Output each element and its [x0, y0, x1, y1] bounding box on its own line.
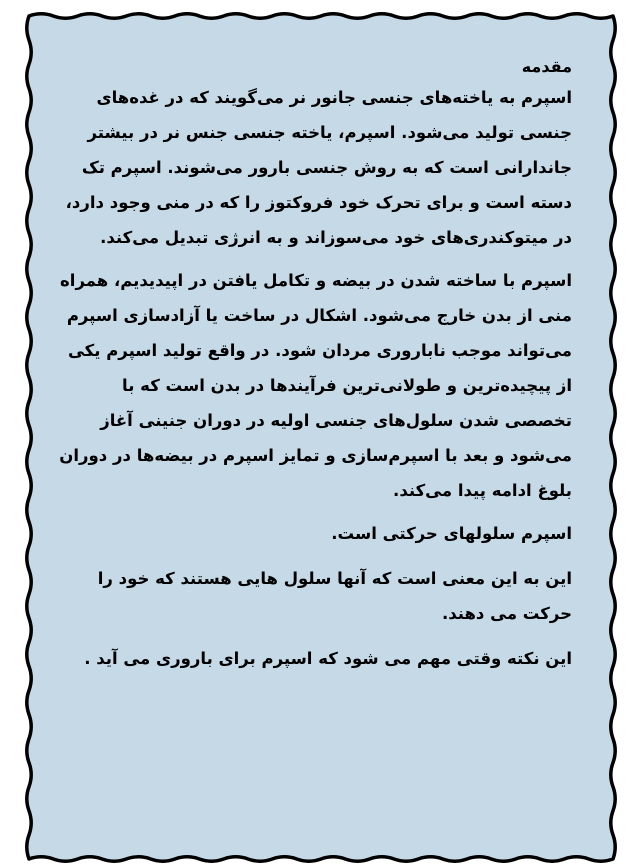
paragraph-production: اسپرم با ساخته شدن در بیضه و تکامل یافتن در اپیدیدیم، همراه منی از بدن خارج می‌شود. اشکال در ساخت یا آزادسازی اسپرم می‌تواند موجب ناباروری مردان شود. در واقع تولید اسپرم یکی از پیچیده‌ترین و طولانی‌ترین فرآیندها در بدن است که با تخصصی شدن سلول‌های جنسی اولیه در دوران جنینی آغاز می‌شود و بعد با اسپرم‌سازی و تمایز اسپرم در بیضه‌ها در دوران بلوغ ادامه پیدا می‌کند. — [59, 271, 572, 500]
page-title: مقدمه — [521, 57, 572, 76]
paragraph-intro: اسپرم به یاخته‌های جنسی جانور نر می‌گویند که در غده‌های جنسی تولید می‌شود. اسپرم، یاخته جنسی جنس نر در بیشتر جاندارانی است که به روش جنسی بارور می‌شوند. اسپرم تک دسته است و برای تحرک خود فروکتوز را که در منی وجود دارد، در میتوکندری‌های خود می‌سوزاند و به انرژی تبدیل می‌کند. — [65, 88, 572, 247]
paragraph-fertility: این نکته وقتی مهم می شود که اسپرم برای باروری می آید . — [84, 649, 572, 668]
document-body — [52, 52, 572, 676]
paragraph-motility: اسپرم سلولهای حرکتی است. — [331, 524, 572, 543]
paragraph-meaning: این به این معنی است که آنها سلول هایی هستند که خود را حرکت می دهند. — [97, 569, 572, 623]
